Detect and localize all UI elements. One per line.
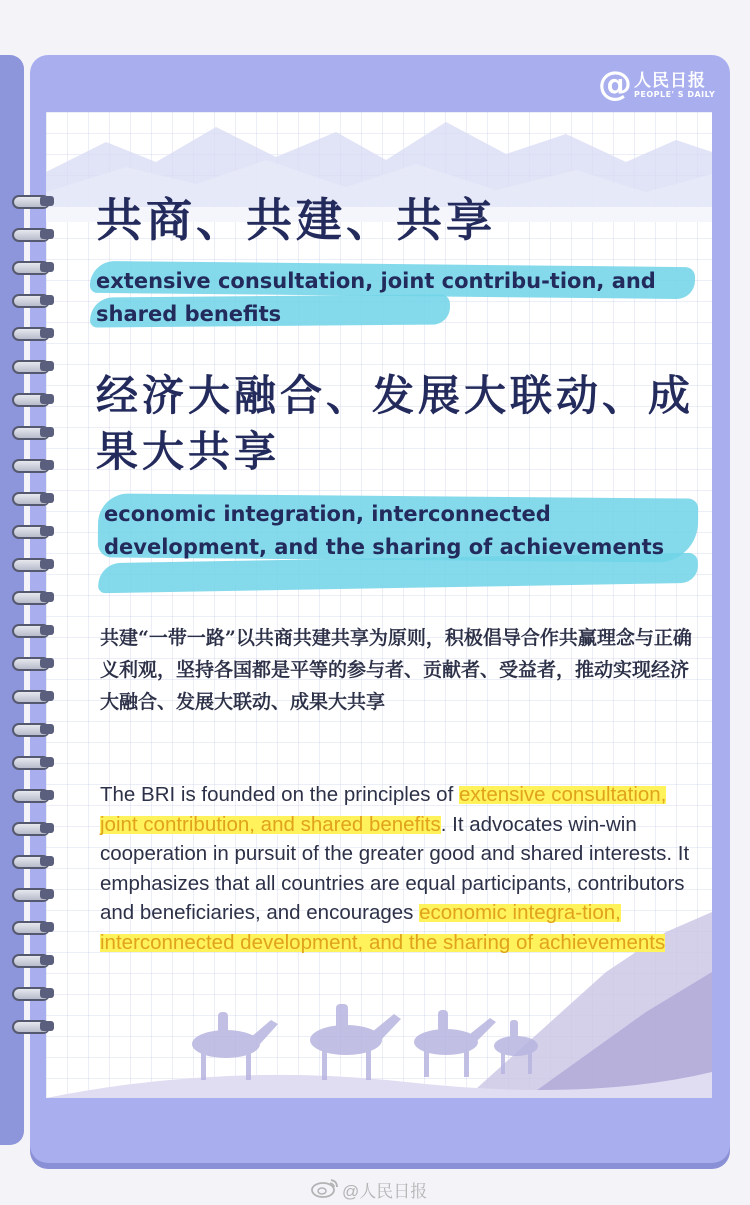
ring-hole bbox=[40, 955, 54, 965]
binding-ring bbox=[8, 623, 58, 637]
binding-ring bbox=[8, 656, 58, 670]
binding-ring bbox=[8, 359, 58, 373]
ring-hole bbox=[40, 295, 54, 305]
paragraph-cn: 共建“一带一路”以共商共建共享为原则，积极倡导合作共赢理念与正确义利观，坚持各国都是平等的参与者、贡献者、受益者，推动实现经济大融合、发展大联动、成果大共享 bbox=[100, 627, 692, 713]
binding-ring bbox=[8, 524, 58, 538]
peoples-daily-logo bbox=[598, 64, 718, 108]
ring-hole bbox=[40, 1021, 54, 1031]
watermark bbox=[310, 1176, 510, 1200]
ring-hole bbox=[40, 592, 54, 602]
weibo-icon bbox=[310, 1176, 340, 1198]
paragraph-en bbox=[100, 780, 700, 957]
binding-ring bbox=[8, 788, 58, 802]
term-en-2: economic integration, interconnected development, and the sharing of achievements bbox=[104, 502, 665, 559]
logo-english-name: PEOPLE' S DAILY bbox=[634, 90, 716, 99]
ring-hole bbox=[40, 889, 54, 899]
binding-ring bbox=[8, 260, 58, 274]
ring-hole bbox=[40, 394, 54, 404]
binding-ring bbox=[8, 887, 58, 901]
ring-hole bbox=[40, 229, 54, 239]
binding-ring bbox=[8, 854, 58, 868]
binding-ring bbox=[8, 227, 58, 241]
heading-cn-1: 共商、共建、共享 bbox=[96, 193, 496, 247]
binding-ring bbox=[8, 689, 58, 703]
term-en-1: extensive consultation, joint contribu-tion, and shared benefits bbox=[96, 269, 656, 326]
ring-hole bbox=[40, 460, 54, 470]
ring-hole bbox=[40, 823, 54, 833]
ring-hole bbox=[40, 724, 54, 734]
ring-hole bbox=[40, 625, 54, 635]
binding-ring bbox=[8, 326, 58, 340]
ring-hole bbox=[40, 922, 54, 932]
binding-ring bbox=[8, 986, 58, 1000]
binding-ring bbox=[8, 590, 58, 604]
logo-at-symbol: @ bbox=[598, 64, 632, 104]
binding-ring bbox=[8, 557, 58, 571]
ring-hole bbox=[40, 559, 54, 569]
watermark-text: @人民日报 bbox=[342, 1182, 428, 1201]
binding-ring bbox=[8, 491, 58, 505]
ring-hole bbox=[40, 196, 54, 206]
spiral-binding bbox=[8, 194, 60, 1044]
binding-ring bbox=[8, 953, 58, 967]
heading-cn-2: 经济大融合、发展大联动、成果大共享 bbox=[96, 371, 695, 476]
binding-ring bbox=[8, 293, 58, 307]
binding-ring bbox=[8, 392, 58, 406]
binding-ring bbox=[8, 458, 58, 472]
binding-ring bbox=[8, 920, 58, 934]
binding-ring bbox=[8, 821, 58, 835]
ring-hole bbox=[40, 493, 54, 503]
ring-hole bbox=[40, 328, 54, 338]
ring-hole bbox=[40, 526, 54, 536]
highlight-text: economic integra-tion, interconnected development, and the sharing of achievements bbox=[100, 901, 666, 954]
binding-ring bbox=[8, 1019, 58, 1033]
ring-hole bbox=[40, 691, 54, 701]
ring-hole bbox=[40, 988, 54, 998]
paragraph-en-text: The BRI is founded on the principles of bbox=[100, 783, 459, 806]
binding-ring bbox=[8, 194, 58, 208]
logo-chinese-name: 人民日报 bbox=[634, 71, 706, 91]
ring-hole bbox=[40, 262, 54, 272]
ring-hole bbox=[40, 790, 54, 800]
ring-hole bbox=[40, 856, 54, 866]
binding-ring bbox=[8, 755, 58, 769]
ring-hole bbox=[40, 361, 54, 371]
ring-hole bbox=[40, 757, 54, 767]
highlight-text: extensive consultation, joint contribution, and shared benefits bbox=[100, 783, 667, 836]
binding-ring bbox=[8, 722, 58, 736]
paragraph-en-text: . It advocates win-win cooperation in pursuit of the greater good and shared interests. It emphasizes that all countries are equal participants, contributors and beneficiaries, and encourages bbox=[100, 812, 690, 924]
ring-hole bbox=[40, 658, 54, 668]
ring-hole bbox=[40, 427, 54, 437]
binding-ring bbox=[8, 425, 58, 439]
